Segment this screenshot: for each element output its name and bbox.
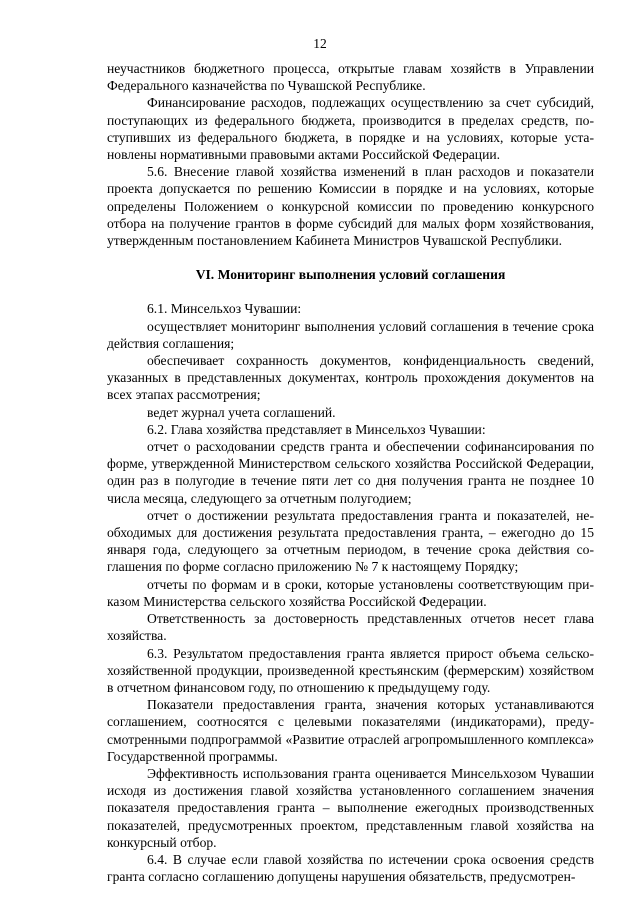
paragraph: Ответственность за достоверность представленных отчетов несет глава хозяйства. (107, 611, 594, 644)
paragraph: 6.3. Результатом предоставления гранта является прирост объема сельскохозяйственной продукции, произведенной крестьянским (фермерским) хозяйством в отчетном финансовом году, по отношению к предыдущему году. (107, 645, 594, 695)
paragraph: Финансирование расходов, подлежащих осуществлению за счет субсидий, поступающих из федерального бюджета, производится в пределах средств, поступивших из федерального бюджета, в порядке и на условиях, которые установлены нормативными правовыми актами Российской Федерации. (107, 95, 594, 163)
paragraph: отчет о расходовании средств гранта и обеспечении софинансирования по форме, утвержденной Министерством сельского хозяйства Российской Федерации, один раз в полугодие в течение пяти лет со дня получения гранта не позднее 10 числа месяца, следующего за отчетным полугодием; (107, 439, 594, 506)
document-body (107, 60, 594, 885)
paragraph: осуществляет мониторинг выполнения условий соглашения в течение срока действия соглашения; (107, 318, 594, 351)
paragraph: 5.6. Внесение главой хозяйства изменений в план расходов и показатели проекта допускается по решению Комиссии в порядке и на условиях, которые определены Положением о конкурсной комиссии по проведению конкурсного отбора на получение грантов в форме субсидий для малых форм хозяйствования, утвержденным постановлением Кабинета Министров Чувашской Республики. (107, 164, 594, 249)
paragraph: Показатели предоставления гранта, значения которых устанавливаются соглашением, соотносятся с целевыми показателями (индикаторами), предусмотренными подпрограммой «Развитие отраслей агропромышленного комплекса» Государственной программы. (107, 697, 594, 764)
paragraph: 6.1. Минсельхоз Чувашии: (147, 301, 302, 317)
paragraph: отчет о достижении результата предоставления гранта и показателей, необходимых для достижения результата предоставления гранта, – ежегодно до 15 января года, следующего за отчетным периодом, в течение срока действия соглашения по форме согласно приложению № 7 к настоящему Порядку; (107, 507, 594, 575)
paragraph: 6.4. В случае если главой хозяйства по истечении срока освоения средств гранта согласно соглашению допущены нарушения обязательств, предусмотрен- (107, 851, 594, 885)
paragraph: 6.2. Глава хозяйства представляет в Минсельхоз Чувашии: (147, 421, 486, 437)
page-number: 12 (313, 36, 327, 51)
paragraph: неучастников бюджетного процесса, открытые главам хозяйств в Управлении Федерального казначейства по Чувашской Республике. (107, 61, 594, 94)
paragraph: Эффективность использования гранта оценивается Минсельхозом Чувашии исходя из достижения главой хозяйства установленного соглашением значения показателя предоставления гранта – выполнение ежегодных производственных показателей, предусмотренных проектом, представленным главой хозяйства на конкурсный отбор. (107, 765, 594, 850)
paragraph: ведет журнал учета соглашений. (147, 404, 336, 420)
section-heading: VI. Мониторинг выполнения условий соглашения (195, 267, 506, 283)
paragraph: отчеты по формам и в сроки, которые установлены соответствующим приказом Министерства сельского хозяйства Российской Федерации. (107, 576, 594, 609)
paragraph: обеспечивает сохранность документов, конфиденциальность сведений, указанных в представленных документах, контроль прохождения документов на всех этапах рассмотрения; (107, 353, 594, 403)
